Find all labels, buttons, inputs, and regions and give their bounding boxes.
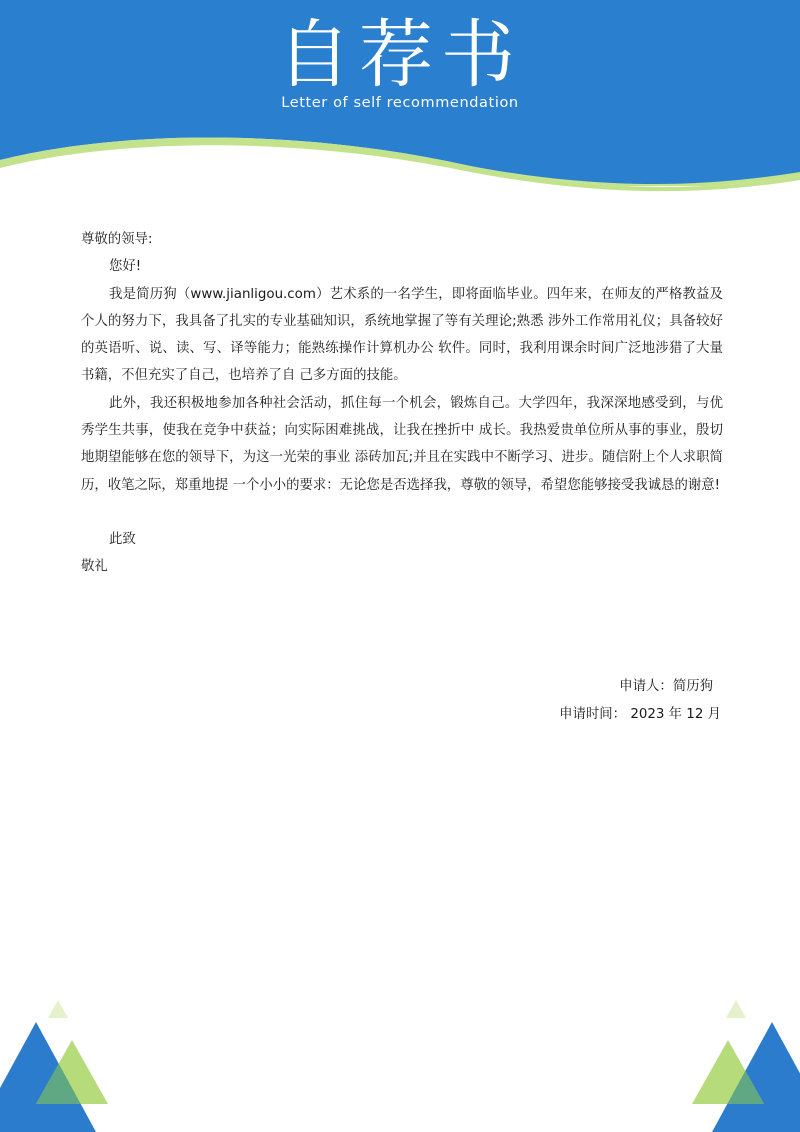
closing-line-1: 此致: [109, 531, 136, 547]
salutation: 尊敬的领导:: [81, 232, 153, 247]
page-title: 自荐书: [277, 12, 523, 98]
signature-block: [559, 673, 721, 728]
triangle-decoration-right: [670, 1000, 800, 1132]
triangle-decoration-left: [0, 1000, 130, 1132]
applicant-name: 申请人：简历狗: [619, 679, 713, 694]
letter-paragraph-1: 我是简历狗（www.jianligou.com）艺术系的一名学生，即将面临毕业。四年来，在师友的严格教益及个人的努力下，我具备了扎实的专业基础知识，系统地掌握了等有关理论;熟悉 涉外工作常用礼仪；具备较好的英语听、说、读、写、译等能力；能熟练操作计算机办公 软件。同时，我利用课余时间广泛地涉猎了大量书籍，不但充实了自己，也培养了自 己多方面的技能。: [81, 286, 723, 384]
page-subtitle: Letter of self recommendation: [281, 95, 519, 111]
letter-body: [81, 226, 723, 581]
application-date: 申请时间： 2023 年 12 月: [559, 706, 721, 722]
closing-line-2: 敬礼: [81, 559, 108, 575]
blank-line: [81, 499, 723, 526]
header-title-block: [0, 0, 800, 130]
greeting: 您好!: [109, 259, 142, 275]
letter-paragraph-2: 此外，我还积极地参加各种社会活动，抓住每一个机会，锻炼自己。大学四年，我深深地感受到，与优秀学生共事，使我在竞争中获益；向实际困难挑战，让我在挫折中 成长。我热爱贵单位所从事的事业，殷切地期望能够在您的领导下，为这一光荣的事业 添砖加瓦;并且在实践中不断学习、进步。随信附上个人求职简历，收笔之际，郑重地提 一个小小的要求：无论您是否选择我，尊敬的领导，希望您能够接受我诚恳的谢意!: [81, 395, 723, 493]
small-pale-triangle: [726, 1000, 746, 1018]
small-pale-triangle: [48, 1000, 68, 1018]
